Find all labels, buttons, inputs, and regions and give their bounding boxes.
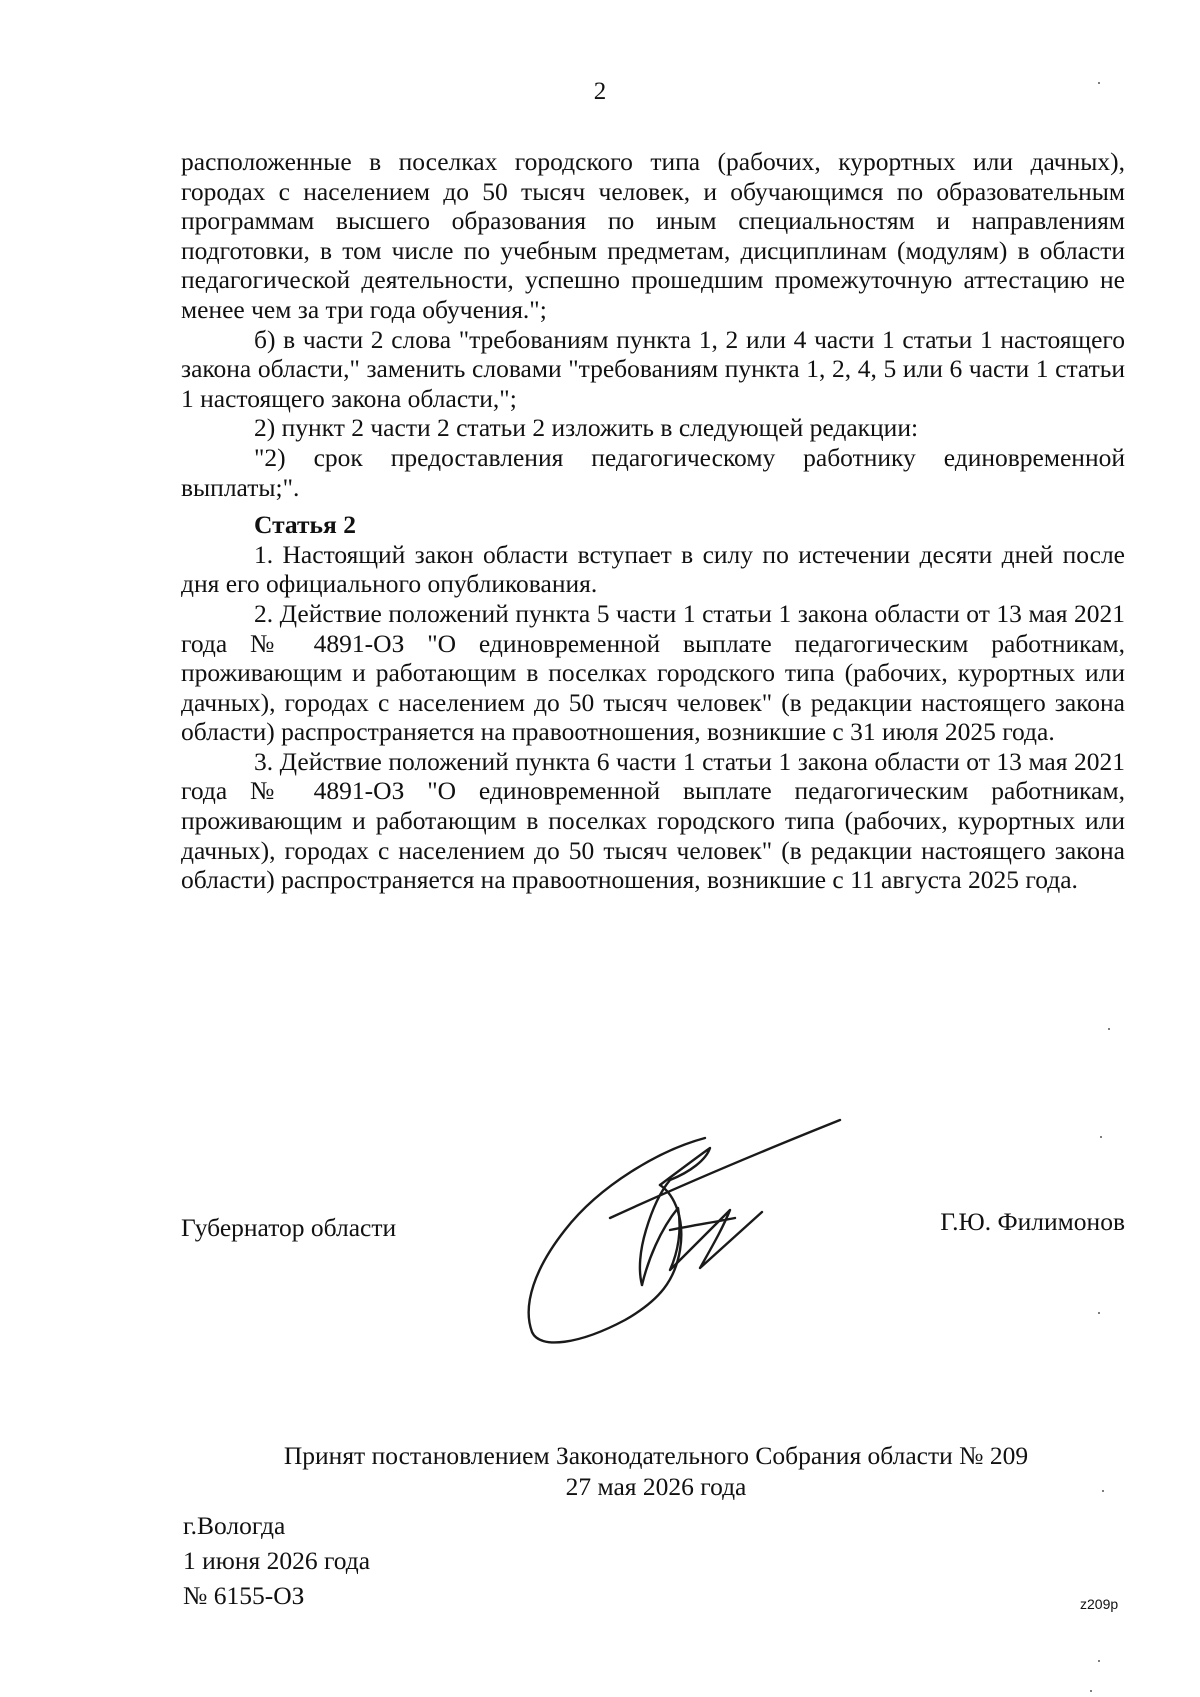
signatory-post: Губернатор области: [181, 1213, 397, 1242]
scan-speck: [1108, 1028, 1110, 1030]
scan-speck: [1100, 1136, 1102, 1138]
scan-speck: [1102, 1490, 1104, 1492]
paragraph-amendment-2: 2) пункт 2 части 2 статьи 2 изложить в следующей редакции:: [254, 413, 919, 443]
scan-speck: [1098, 1312, 1100, 1314]
article-paragraph-2: 2. Действие положений пункта 5 части 1 статьи 1 закона области от 13 мая 2021 года № 4891-ОЗ "О единовременной выплате педагогическим работникам, проживающим и работающим в поселках городского типа (рабочих, курортных или дачных), городах с населением до 50 тысяч человек" (в редакции настоящего закона области) распространяется на правоотношения, возникшие с 31 июля 2025 года.: [181, 598, 1125, 747]
adoption-line-1: Принят постановлением Законодательного Собрания области № 209: [283, 1441, 1029, 1470]
page-number: 2: [593, 78, 607, 105]
handwritten-signature: [510, 1100, 850, 1350]
footer-block: [183, 1508, 370, 1613]
article-heading: Статья 2: [254, 510, 356, 540]
footer-date: 1 июня 2026 года: [183, 1546, 371, 1575]
paragraph-continuation: расположенные в поселках городского типа (рабочих, курортных или дачных), городах с населением до 50 тысяч человек, и обучающимся по образовательным программам высшего образования по иным специальностям и направлениям подготовки, в том числе по учебным предметам, дисциплинам (модулям) в области педагогической деятельности, успешно прошедшим промежуточную аттестацию не менее чем за три года обучения.";: [181, 147, 1125, 324]
scan-speck: [1098, 1660, 1100, 1662]
adoption-line-2: 27 мая 2026 года: [565, 1472, 747, 1501]
scan-speck: [1098, 82, 1100, 84]
document-body: [181, 147, 1125, 895]
signatory-name: Г.Ю. Филимонов: [940, 1207, 1125, 1236]
scan-speck: [1090, 1690, 1092, 1692]
paragraph-amendment-b: б) в части 2 слова "требованиям пункта 1, 2 или 4 части 1 статьи 1 настоящего закона области," заменить словами "требованиям пункта 1, 2, 4, 5 или 6 части 1 статьи 1 настоящего закона области,";: [181, 324, 1125, 413]
footer-number: № 6155-ОЗ: [183, 1581, 305, 1610]
adoption-note: [0, 1440, 1200, 1502]
footer-city: г.Вологда: [183, 1511, 286, 1540]
document-code: z209p: [1080, 1596, 1119, 1612]
paragraph-amendment-2-text: "2) срок предоставления педагогическому работнику единовременной выплаты;".: [181, 442, 1125, 502]
article-paragraph-3: 3. Действие положений пункта 6 части 1 статьи 1 закона области от 13 мая 2021 года № 4891-ОЗ "О единовременной выплате педагогическим работникам, проживающим и работающим в поселках городского типа (рабочих, курортных или дачных), городах с населением до 50 тысяч человек" (в редакции настоящего закона области) распространяется на правоотношения, возникшие с 11 августа 2025 года.: [181, 746, 1125, 895]
article-paragraph-1: 1. Настоящий закон области вступает в силу по истечении десяти дней после дня его официального опубликования.: [181, 539, 1125, 599]
